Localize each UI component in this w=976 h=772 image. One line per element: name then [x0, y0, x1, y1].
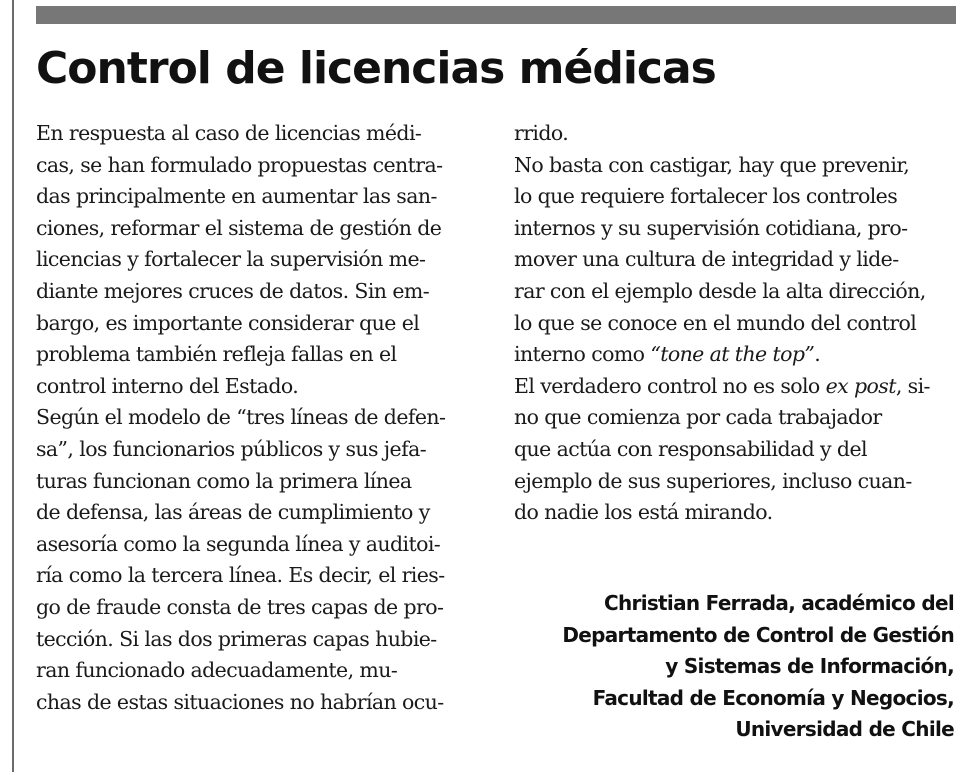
body-line: licencias y fortalecer la supervisión me- [36, 247, 426, 272]
italic-phrase: “tone at the top” [650, 342, 815, 367]
body-text: El verdadero control no es solo [514, 373, 826, 398]
body-line: control interno del Estado. [36, 373, 299, 398]
italic-phrase: ex post [825, 373, 896, 398]
body-line: ría como la tercera línea. Es decir, el ries- [36, 563, 445, 588]
body-line: lo que se conoce en el mundo del control [514, 310, 917, 335]
body-line: ciones, reformar el sistema de gestión de [36, 215, 442, 240]
body-line: No basta con castigar, hay que prevenir, [514, 152, 910, 177]
body-line: Según el modelo de “tres líneas de defen- [36, 405, 446, 430]
body-line: internos y su supervisión cotidiana, pro- [514, 215, 908, 240]
body-line: sa”, los funcionarios públicos y sus jefa- [36, 436, 427, 461]
body-line: go de fraude consta de tres capas de pro- [36, 594, 444, 619]
body-line: mover una cultura de integridad y lide- [514, 247, 899, 272]
article-body-left-column [36, 118, 486, 718]
signature-line: y Sistemas de Información, [665, 654, 954, 678]
body-line: que actúa con responsabilidad y del [514, 436, 867, 461]
body-line [514, 339, 954, 371]
body-text: . [814, 342, 821, 367]
body-line [514, 371, 954, 403]
author-signature [562, 588, 954, 746]
body-line: ran funcionado adecuadamente, mu- [36, 658, 398, 683]
body-line: En respuesta al caso de licencias médi- [36, 121, 422, 145]
body-line: no que comienza por cada trabajador [514, 405, 882, 430]
body-line: asesoría como la segunda línea y auditoi- [36, 531, 441, 556]
body-text: interno como [514, 342, 651, 367]
article-headline: Control de licencias médicas [36, 43, 716, 94]
body-line: de defensa, las áreas de cumplimiento y [36, 500, 430, 525]
body-line: do nadie los está mirando. [514, 500, 773, 525]
body-line: problema también refleja fallas en el [36, 342, 397, 367]
body-line: diante mejores cruces de datos. Sin em- [36, 278, 430, 303]
body-line: ejemplo de sus superiores, incluso cuan- [514, 468, 912, 493]
body-line: cas, se han formulado propuestas centra- [36, 152, 443, 177]
section-header-bar [36, 6, 956, 24]
body-line: chas de estas situaciones no habrían ocu- [36, 689, 444, 714]
column-divider-rule [12, 0, 14, 772]
signature-line: Universidad de Chile [735, 717, 954, 741]
body-line: lo que requiere fortalecer los controles [514, 184, 898, 209]
signature-line: Christian Ferrada, académico del [604, 591, 954, 615]
body-text: , si- [895, 373, 930, 398]
signature-line: Departamento de Control de Gestión [562, 622, 954, 647]
body-line: bargo, es importante considerar que el [36, 310, 420, 335]
body-line: rar con el ejemplo desde la alta dirección, [514, 278, 926, 303]
signature-line: Facultad de Economía y Negocios, [592, 685, 954, 710]
body-line: tección. Si las dos primeras capas hubie- [36, 626, 437, 651]
article-body-right-column [514, 118, 954, 529]
body-line: das principalmente en aumentar las san- [36, 184, 437, 209]
body-line: turas funcionan como la primera línea [36, 468, 412, 493]
body-line: rrido. [514, 121, 569, 145]
